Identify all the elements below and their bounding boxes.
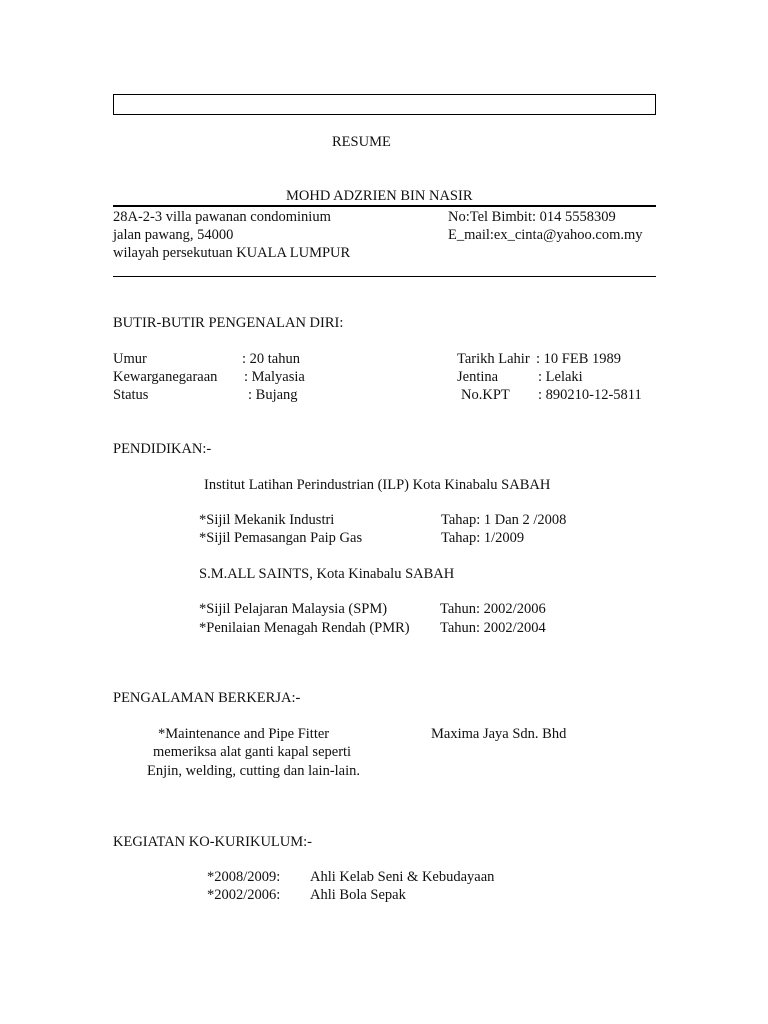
education-detail: Tahap: 1/2009: [441, 530, 525, 546]
activity-year: *2008/2009:: [207, 869, 281, 885]
education-course: *Sijil Pelajaran Malaysia (SPM): [199, 601, 388, 617]
birthdate-value: : 10 FEB 1989: [536, 351, 621, 367]
ic-number-label: No.KPT: [461, 387, 510, 403]
ic-number-value: : 890210-12-5811: [538, 387, 642, 403]
name-underline: [113, 205, 656, 207]
status-value: : Bujang: [248, 387, 298, 403]
nationality-value: : Malyasia: [244, 369, 305, 385]
birthdate-label: Tarikh Lahir: [457, 351, 530, 367]
activity-year: *2002/2006:: [207, 887, 281, 903]
education-course: *Sijil Mekanik Industri: [199, 512, 335, 528]
institution-name: Institut Latihan Perindustrian (ILP) Kota Kinabalu SABAH: [204, 477, 551, 493]
address-line-3: wilayah persekutuan KUALA LUMPUR: [113, 245, 351, 261]
job-role: *Maintenance and Pipe Fitter: [158, 726, 330, 742]
age-label: Umur: [113, 351, 147, 367]
applicant-name: MOHD ADZRIEN BIN NASIR: [286, 188, 473, 204]
phone-number: No:Tel Bimbit: 014 5558309: [448, 209, 616, 225]
education-course: *Penilaian Menagah Rendah (PMR): [199, 620, 410, 636]
nationality-label: Kewarganegaraan: [113, 369, 218, 385]
activity-name: Ahli Bola Sepak: [310, 887, 406, 903]
institution-name: S.M.ALL SAINTS, Kota Kinabalu SABAH: [199, 566, 455, 582]
activity-name: Ahli Kelab Seni & Kebudayaan: [310, 869, 495, 885]
education-detail: Tahun: 2002/2004: [440, 620, 546, 636]
cocurricular-section-title: KEGIATAN KO-KURIKULUM:-: [113, 834, 312, 850]
address-line-2: jalan pawang, 54000: [113, 227, 234, 243]
education-detail: Tahun: 2002/2006: [440, 601, 546, 617]
resume-heading: RESUME: [332, 134, 391, 150]
education-section-title: PENDIDIKAN:-: [113, 441, 212, 457]
job-description-line-1: memeriksa alat ganti kapal seperti: [153, 744, 352, 760]
email-address: E_mail:ex_cinta@yahoo.com.my: [448, 227, 643, 243]
job-description-line-2: Enjin, welding, cutting dan lain-lain.: [147, 763, 361, 779]
gender-label: Jentina: [457, 369, 499, 385]
header-box: [113, 94, 656, 115]
personal-section-title: BUTIR-BUTIR PENGENALAN DIRI:: [113, 315, 344, 331]
gender-value: : Lelaki: [538, 369, 583, 385]
age-value: : 20 tahun: [242, 351, 300, 367]
employer: Maxima Jaya Sdn. Bhd: [431, 726, 567, 742]
education-course: *Sijil Pemasangan Paip Gas: [199, 530, 363, 546]
education-detail: Tahap: 1 Dan 2 /2008: [441, 512, 567, 528]
address-line-1: 28A-2-3 villa pawanan condominium: [113, 209, 331, 225]
contact-divider: [113, 276, 656, 277]
experience-section-title: PENGALAMAN BERKERJA:-: [113, 690, 301, 706]
status-label: Status: [113, 387, 149, 403]
